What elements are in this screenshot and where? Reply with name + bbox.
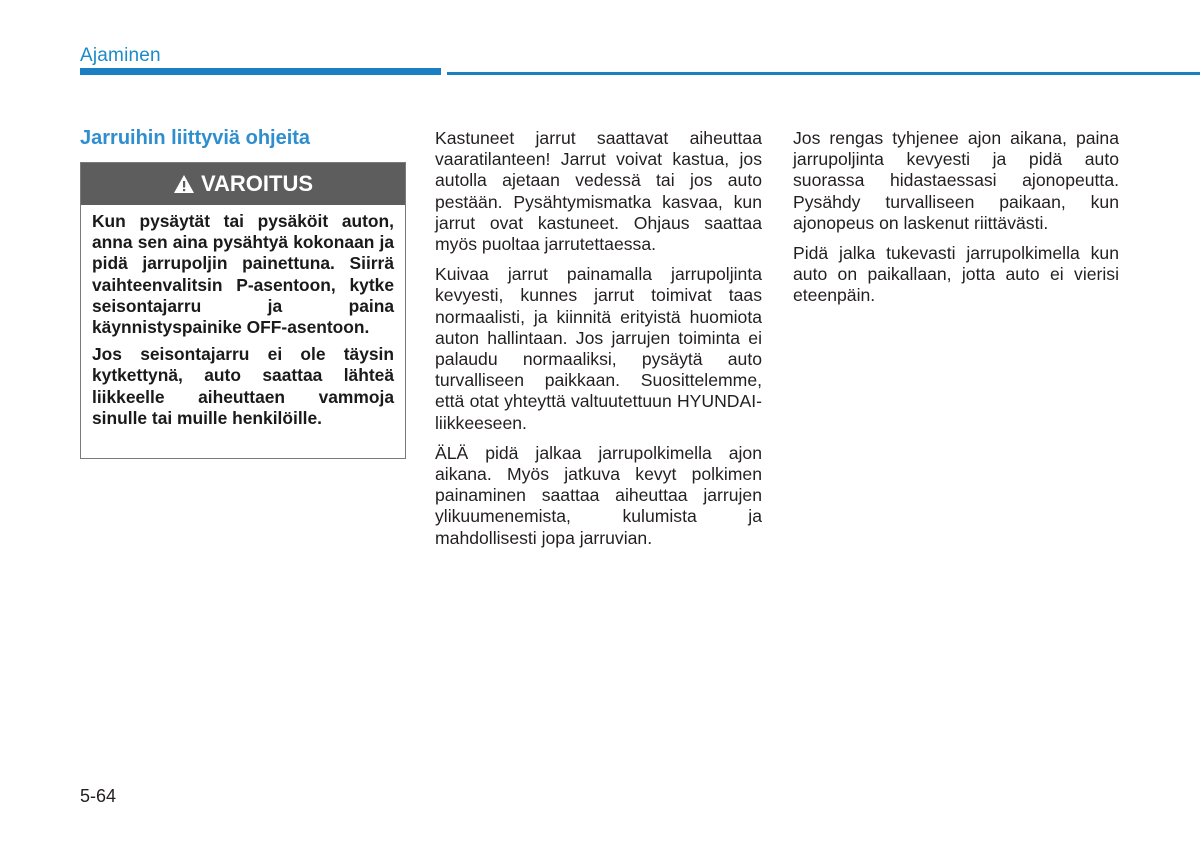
section-title: Ajaminen xyxy=(80,45,161,66)
warning-paragraph: Kun pysäytät tai pysäköit auton, anna sen aina pysähtyä kokonaan ja pidä jarrupoljin painettuna. Siirrä vaihteenvalitsin P-asentoon, kytke seisontajarru ja paina käynnistyspainike OFF-asentoon. xyxy=(92,211,394,338)
warning-body xyxy=(81,205,405,429)
warning-box xyxy=(80,162,406,459)
header-rule-thick xyxy=(80,68,441,75)
page-heading: Jarruihin liittyviä ohjeita xyxy=(80,127,311,149)
right-column xyxy=(793,128,1119,316)
warning-title: VAROITUS xyxy=(200,171,314,196)
warning-triangle-icon xyxy=(173,174,195,194)
warning-paragraph: Jos seisontajarru ei ole täysin kytkettynä, auto saattaa lähteä liikkeelle aiheuttaen vammoja sinulle tai muille henkilöille. xyxy=(92,344,394,428)
header-rule-thin xyxy=(447,72,1200,75)
body-paragraph: Kuivaa jarrut painamalla jarrupoljinta kevyesti, kunnes jarrut toimivat taas normaalisti, ja kiinnitä erityistä huomiota auton hallintaan. Jos jarrujen toiminta ei palaudu normaaliksi, pysäytä auto turvalliseen paikkaan. Suosittelemme, että otat yhteyttä valtuutettuun HYUNDAI-liikkeeseen. xyxy=(435,264,762,433)
body-paragraph: ÄLÄ pidä jalkaa jarrupolkimella ajon aikana. Myös jatkuva kevyt polkimen painaminen saattaa aiheuttaa jarrujen ylikuumenemista, kulumista ja mahdollisesti jopa jarruvian. xyxy=(435,442,762,548)
warning-header xyxy=(81,163,405,205)
page-number: 5-64 xyxy=(80,786,117,806)
middle-column xyxy=(435,128,762,558)
body-paragraph: Jos rengas tyhjenee ajon aikana, paina jarrupoljinta kevyesti ja pidä auto suorassa hidastaessasi ajonopeutta. Pysähdy turvalliseen paikaan, kun ajonopeus on laskenut riittävästi. xyxy=(793,128,1119,233)
body-paragraph: Kastuneet jarrut saattavat aiheuttaa vaaratilanteen! Jarrut voivat kastua, jos autolla ajetaan vedessä tai jos auto pestään. Pysähtymismatka kasvaa, kun jarrut ovat kastuneet. Ohjaus saattaa myös puoltaa jarrutettaessa. xyxy=(435,128,762,255)
body-paragraph: Pidä jalka tukevasti jarrupolkimella kun auto on paikallaan, jotta auto ei vierisi eteenpäin. xyxy=(793,243,1119,306)
